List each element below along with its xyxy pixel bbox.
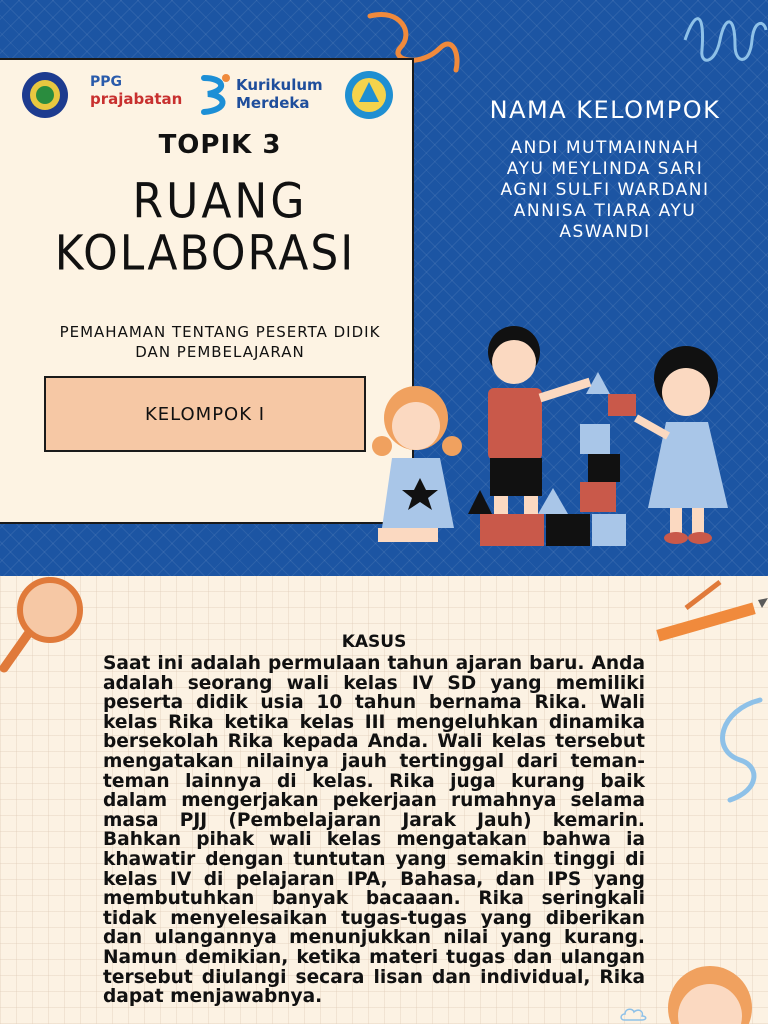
- subtitle: [30, 322, 410, 362]
- case-text: Saat ini adalah permulaan tahun ajaran baru. Anda adalah seorang wali kelas IV SD yang memiliki peserta didik usia 10 tahun bernama Rika. Wali kelas Rika ketika kelas III mengeluhkan dinamika bersekolah Rika kepada Anda. Wali kelas tersebut mengatakan nilainya jauh tertinggal dari teman-teman lainnya di kelas. Rika juga kurang baik dalam mengerjakan pekerjaan rumahnya selama masa PJJ (Pembelajaran Jarak Jauh) kemarin. Bahkan pihak wali kelas mengatakan bahwa ia khawatir dengan tuntutan yang semakin tinggi di kelas IV di pelajaran IPA, Bahasa, dan IPS yang membutuhkan banyak bacaaan. Rika seringkali tidak menyelesaikan tugas-tugas yang diberikan dan ulangannya menunjukkan nilai yang kurang. Namun demikian, ketika materi tugas dan ulangan tersebut diulangi secara lisan dan individual, Rika dapat menjawabnya.: [103, 653, 645, 1008]
- children-playing-blocks-illustration: [368, 318, 748, 554]
- member-name: ANDI MUTMAINNAH: [510, 138, 700, 158]
- blue-swirl-decoration: [700, 690, 768, 810]
- kurikulum-logo-text: Kurikulum: [236, 76, 323, 94]
- title-card: [0, 58, 414, 524]
- member-name: ASWANDI: [559, 222, 651, 242]
- magnifying-glass-icon: [0, 576, 90, 676]
- kurikulum-merdeka-mark-icon: [198, 72, 234, 118]
- title-line-2: KOLABORASI: [54, 225, 356, 282]
- member-name: AGNI SULFI WARDANI: [500, 180, 710, 200]
- subtitle-line-2: DAN PEMBELAJARAN: [135, 343, 305, 361]
- member-list: [440, 138, 768, 243]
- prajabatan-logo-text: prajabatan: [90, 90, 183, 108]
- group-label: KELOMPOK I: [144, 403, 266, 425]
- subtitle-line-1: PEMAHAMAN TENTANG PESERTA DIDIK: [59, 323, 381, 341]
- blue-squiggle-decoration: [680, 10, 768, 70]
- case-heading: KASUS: [341, 632, 407, 652]
- group-label-box: [44, 376, 366, 452]
- merdeka-logo-text: Merdeka: [236, 94, 310, 112]
- topic-number: TOPIK 3: [158, 130, 282, 160]
- university-seal-logo: [20, 70, 70, 120]
- ppg-logo-text: PPG: [90, 74, 123, 90]
- small-pencil-icon: [680, 576, 730, 612]
- girl-face-illustration: [664, 960, 768, 1024]
- ppg-prajabatan-logo: [90, 74, 190, 120]
- member-name: AYU MEYLINDA SARI: [506, 159, 704, 179]
- member-name: ANNISA TIARA AYU: [513, 201, 697, 221]
- group-heading: NAMA KELOMPOK: [489, 96, 721, 124]
- kurikulum-merdeka-logo: [236, 76, 336, 112]
- cloud-icon: [620, 1006, 648, 1022]
- tut-wuri-handayani-logo: [344, 70, 394, 120]
- title-line-1: RUANG: [132, 173, 308, 230]
